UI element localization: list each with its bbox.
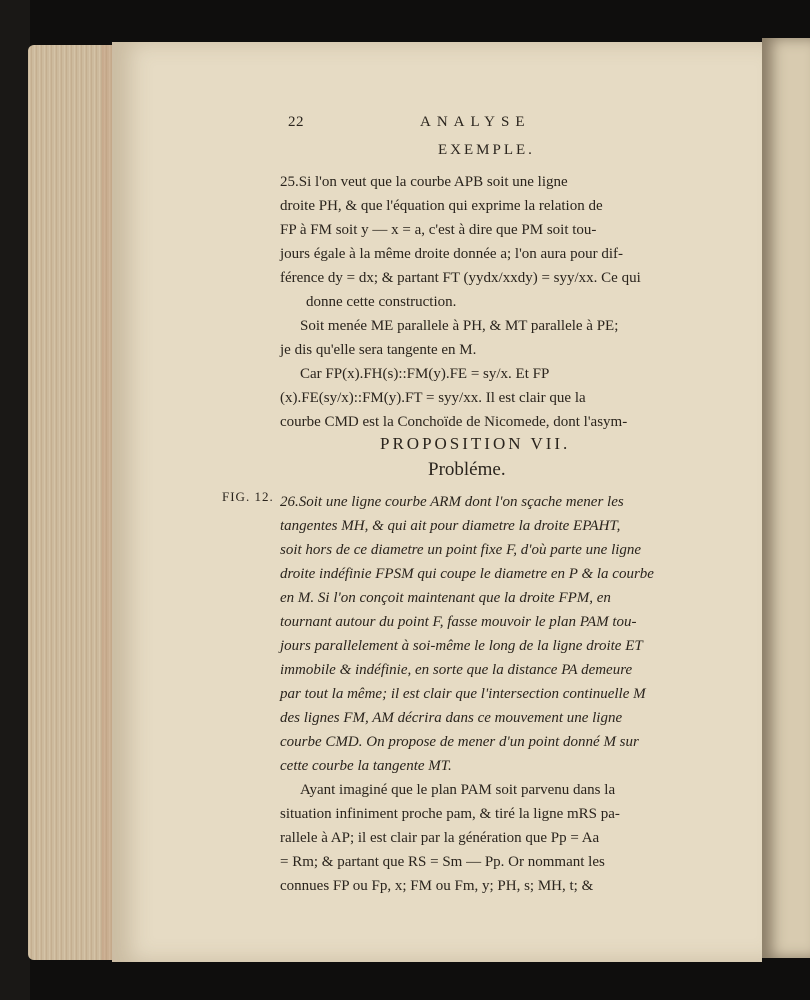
example-line: droite PH, & que l'équation qui exprime la relation de — [280, 198, 603, 214]
problem-line: connues FP ou Fp, x; FM ou Fm, y; PH, s; MH, t; & — [280, 878, 594, 894]
example-line: jours égale à la même droite donnée a; l'on aura pour dif- — [280, 246, 623, 262]
problem-line: en M. Si l'on conçoit maintenant que la droite FPM, en — [280, 590, 611, 606]
page-number: 22 — [288, 114, 304, 130]
problem-line: cette courbe la tangente MT. — [280, 758, 452, 774]
problem-line: soit hors de ce diametre un point fixe F, d'où parte une ligne — [280, 542, 642, 558]
page-stack-edge — [28, 45, 124, 960]
proposition-heading: PROPOSITION VII. — [380, 434, 571, 453]
example-line: donne cette construction. — [306, 294, 457, 310]
problem-line: 26.Soit une ligne courbe ARM dont l'on sçache mener les — [280, 494, 624, 510]
figure-label: FIG. 12. — [222, 489, 274, 504]
example-line: FP à FM soit y — x = a, c'est à dire que PM soit tou- — [280, 222, 597, 238]
problem-line: jours parallelement à soi-même le long de la ligne droite ET — [280, 638, 643, 654]
problem-line: situation infiniment proche pam, & tiré la ligne mRS pa- — [280, 806, 620, 822]
background-left — [0, 0, 30, 1000]
example-line: courbe CMD est la Conchoïde de Nicomede, dont l'asym- — [280, 414, 628, 430]
section-heading: EXEMPLE. — [438, 142, 535, 158]
problem-line: droite indéfinie FPSM qui coupe le diametre en P & la courbe — [280, 566, 654, 582]
example-line: (x).FE(sy/x)::FM(y).FT = syy/xx. Il est clair que la — [280, 390, 586, 406]
example-line: je dis qu'elle sera tangente en M. — [280, 342, 477, 358]
problem-line: immobile & indéfinie, en sorte que la distance PA demeure — [280, 662, 633, 678]
problem-line: par tout la même; il est clair que l'intersection continuelle M — [280, 686, 646, 702]
example-line: Car FP(x).FH(s)::FM(y).FE = sy/x. Et FP — [300, 366, 550, 382]
problem-line: = Rm; & partant que RS = Sm — Pp. Or nommant les — [280, 854, 605, 870]
problem-line: Ayant imaginé que le plan PAM soit parvenu dans la — [300, 782, 616, 798]
problem-heading: Probléme. — [428, 459, 506, 480]
problem-line: tournant autour du point F, fasse mouvoir le plan PAM tou- — [280, 614, 637, 630]
example-line: Soit menée ME parallele à PH, & MT parallele à PE; — [300, 318, 619, 334]
example-line: férence dy = dx; & partant FT (yydx/xxdy) = syy/xx. Ce qui — [280, 270, 641, 286]
problem-line: des lignes FM, AM décrira dans ce mouvement une ligne — [280, 710, 623, 726]
running-head: ANALYSE — [420, 114, 531, 130]
problem-line: courbe CMD. On propose de mener d'un point donné M sur — [280, 734, 639, 750]
example-line: 25.Si l'on veut que la courbe APB soit une ligne — [280, 174, 568, 190]
problem-line: tangentes MH, & qui ait pour diametre la droite EPAHT, — [280, 518, 621, 534]
problem-line: rallele à AP; il est clair par la génération que Pp = Aa — [280, 830, 600, 846]
facing-page-edge — [762, 38, 810, 958]
